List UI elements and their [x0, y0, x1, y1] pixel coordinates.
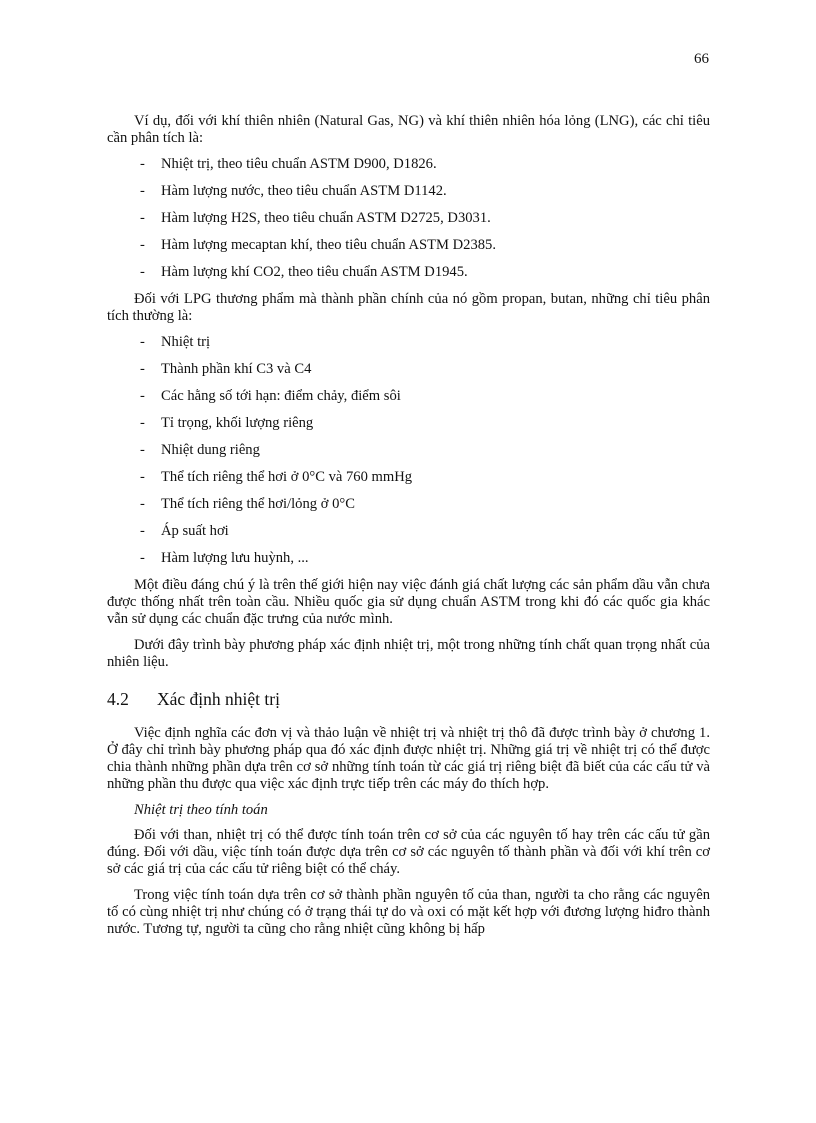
list-item: - Hàm lượng nước, theo tiêu chuẩn ASTM D1142.	[140, 183, 447, 199]
list-item-text: Nhiệt trị, theo tiêu chuẩn ASTM D900, D1826.	[161, 156, 437, 172]
page-number: 66	[694, 51, 709, 67]
paragraph-lpg-intro: Đối với LPG thương phẩm mà thành phần chính của nó gồm propan, butan, những chỉ tiêu phân tích thường là:	[107, 291, 710, 324]
list-item-text: Thành phần khí C3 và C4	[161, 361, 312, 377]
list-item: - Hàm lượng lưu huỳnh, ...	[140, 550, 309, 566]
paragraph-definition: Việc định nghĩa các đơn vị và thảo luận về nhiệt trị và nhiệt trị thô đã được trình bày ở chương 1. Ở đây chỉ trình bày phương pháp qua đó xác định được nhiệt trị. Những giá trị về nhiệt trị có thể được chia thành những phần dựa trên cơ sở những tính toán từ các giá trị riêng biệt đã biết của các cấu tử và những phần thu được qua việc xác định trực tiếp trên các máy đo thích hợp.	[107, 725, 710, 792]
list-item: - Tỉ trọng, khối lượng riêng	[140, 415, 314, 431]
ng-analysis-list	[107, 156, 710, 281]
section-title: Xác định nhiệt trị	[157, 689, 280, 709]
list-item-text: Hàm lượng H2S, theo tiêu chuẩn ASTM D2725, D3031.	[161, 210, 491, 226]
lpg-analysis-list	[107, 334, 710, 567]
paragraph-ng-lng-intro: Ví dụ, đối với khí thiên nhiên (Natural Gas, NG) và khí thiên nhiên hóa lỏng (LNG), các chỉ tiêu cần phân tích là:	[107, 113, 710, 146]
list-item: - Nhiệt trị	[140, 334, 211, 350]
list-item: - Các hằng số tới hạn: điểm chảy, điểm sôi	[140, 388, 401, 404]
list-item-text: Hàm lượng lưu huỳnh, ...	[161, 550, 309, 566]
list-item: - Thể tích riêng thể hơi ở 0°C và 760 mmHg	[140, 469, 413, 485]
list-item-text: Thể tích riêng thể hơi/lỏng ở 0°C	[161, 496, 355, 512]
paragraph-section-lead: Dưới đây trình bày phương pháp xác định nhiệt trị, một trong những tính chất quan trọng nhất của nhiên liệu.	[107, 637, 710, 670]
section-number: 4.2	[107, 689, 129, 709]
paragraph-astm-note: Một điều đáng chú ý là trên thế giới hiện nay việc đánh giá chất lượng các sản phẩm dầu vẫn chưa được thống nhất trên toàn cầu. Nhiều quốc gia sử dụng chuẩn ASTM trong khi đó các quốc gia khác vẫn sử dụng các chuẩn đặc trưng của nước mình.	[107, 577, 710, 627]
paragraph-coal-oil-gas: Đối với than, nhiệt trị có thể được tính toán trên cơ sở của các nguyên tố hay trên các cấu tử gần đúng. Đối với dầu, việc tính toán được dựa trên cơ sở các nguyên tố thành phần và đối với khí trên cơ sở các giá trị của các cấu tử riêng biệt có thể cháy.	[107, 827, 710, 877]
list-item-text: Thể tích riêng thể hơi ở 0°C và 760 mmHg	[161, 469, 413, 485]
list-item: - Nhiệt dung riêng	[140, 442, 260, 458]
list-item-text: Nhiệt trị	[161, 334, 211, 350]
subheading-calculated: Nhiệt trị theo tính toán	[134, 802, 268, 818]
paragraph-elemental-calc: Trong việc tính toán dựa trên cơ sở thành phần nguyên tố của than, người ta cho rằng các nguyên tố có cùng nhiệt trị như chúng có ở trạng thái tự do và oxi có mặt kết hợp với đương lượng hiđro thành nước. Tương tự, người ta cũng cho rằng nhiệt cũng không bị hấp	[107, 887, 710, 937]
section-heading	[107, 689, 710, 709]
list-item-text: Hàm lượng mecaptan khí, theo tiêu chuẩn ASTM D2385.	[161, 237, 497, 253]
list-item: - Nhiệt trị, theo tiêu chuẩn ASTM D900, D1826.	[140, 156, 437, 172]
list-item-text: Các hằng số tới hạn: điểm chảy, điểm sôi	[161, 388, 401, 404]
list-item-text: Nhiệt dung riêng	[161, 442, 260, 458]
page-content	[107, 113, 710, 947]
list-item: - Thể tích riêng thể hơi/lỏng ở 0°C	[140, 496, 355, 512]
list-item: - Hàm lượng H2S, theo tiêu chuẩn ASTM D2725, D3031.	[140, 210, 491, 226]
list-item-text: Tỉ trọng, khối lượng riêng	[161, 415, 314, 431]
list-item-text: Hàm lượng khí CO2, theo tiêu chuẩn ASTM D1945.	[161, 264, 468, 280]
list-item: - Hàm lượng khí CO2, theo tiêu chuẩn ASTM D1945.	[140, 264, 468, 280]
list-item: - Áp suất hơi	[140, 523, 229, 539]
list-item-text: Hàm lượng nước, theo tiêu chuẩn ASTM D1142.	[161, 183, 447, 199]
list-item-text: Áp suất hơi	[161, 523, 229, 539]
list-item: - Hàm lượng mecaptan khí, theo tiêu chuẩn ASTM D2385.	[140, 237, 497, 253]
list-item: - Thành phần khí C3 và C4	[140, 361, 312, 377]
